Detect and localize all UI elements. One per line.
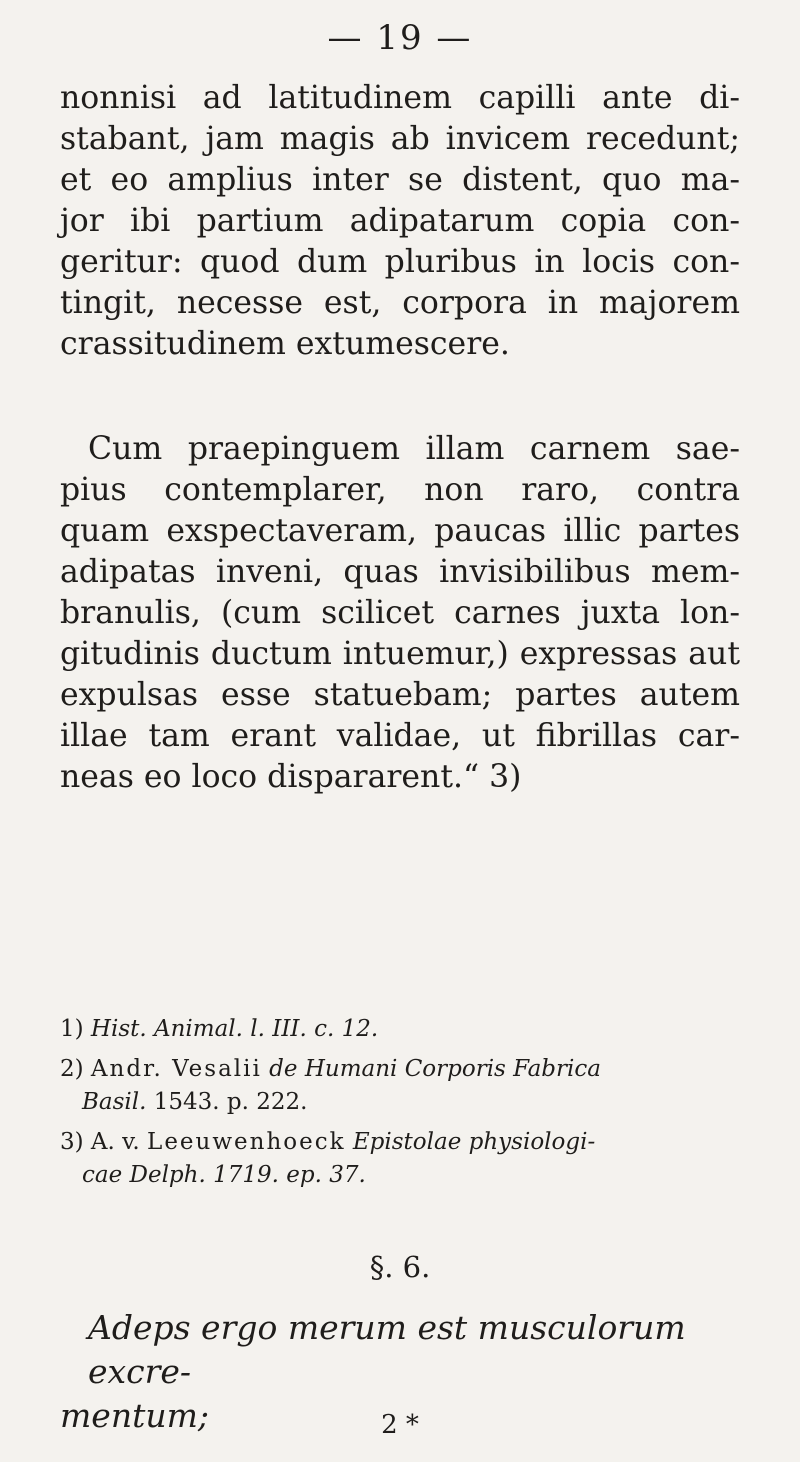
text-line: neas eo loco dispararent.“ 3) <box>60 759 522 795</box>
footnote-place: Basil. <box>82 1089 147 1115</box>
section-heading: §. 6. <box>369 1250 431 1284</box>
text-line: expulsas esse statuebam; partes autem <box>60 677 740 713</box>
footnote-title: de Humani Corporis Fabrica <box>269 1056 601 1082</box>
page-number: — 19 — <box>327 18 473 58</box>
text-line: branulis, (cum scilicet carnes juxta lon- <box>60 595 740 631</box>
footnote-title: Epistolae physiologi- <box>352 1129 596 1155</box>
text-line: et eo amplius inter se distent, quo ma- <box>60 162 740 198</box>
text-line: illae tam erant validae, ut fibrillas car- <box>60 718 740 754</box>
text-line: stabant, jam magis ab invicem recedunt; <box>60 121 740 157</box>
text-line: gitudinis ductum intuemur,) expressas aut <box>60 636 740 672</box>
footnote-author: Andr. Vesalii <box>90 1056 262 1082</box>
footnotes <box>60 1013 750 1199</box>
text-line: quam exspectaveram, paucas illic partes <box>60 513 740 549</box>
footnote-prefix: A. v. <box>90 1129 140 1155</box>
text-line: Adeps ergo merum est musculorum excre- <box>88 1308 686 1391</box>
text-line: adipatas inveni, quas invisibilibus mem- <box>60 554 740 590</box>
text-line: pius contemplarer, non raro, contra <box>60 472 740 508</box>
footnote-2 <box>60 1053 750 1119</box>
paragraph-1 <box>60 78 740 365</box>
text-line: Cum praepinguem illam carnem sae- <box>88 431 740 467</box>
text-line: crassitudinem extumescere. <box>60 326 510 362</box>
footnote-marker: 1) <box>60 1016 84 1042</box>
footnote-title-continued: cae Delph. <box>82 1162 206 1188</box>
footnote-marker: 2) <box>60 1056 84 1082</box>
text-line: geritur: quod dum pluribus in locis con- <box>60 244 740 280</box>
footnote-author: Leeuwenhoeck <box>147 1129 346 1155</box>
text-line: nonnisi ad latitudinem capilli ante di- <box>60 80 740 116</box>
text-line: mentum; <box>60 1396 209 1435</box>
footnote-details: 1543. p. 222. <box>153 1089 308 1115</box>
footnote-details: 1719. ep. 37. <box>213 1162 366 1188</box>
footnote-3 <box>60 1126 750 1192</box>
footnote-1 <box>60 1013 750 1046</box>
signature-mark: 2 * <box>381 1410 419 1440</box>
text-line: jor ibi partium adipatarum copia con- <box>60 203 740 239</box>
paragraph-2 <box>60 429 740 798</box>
text-line: tingit, necesse est, corpora in majorem <box>60 285 740 321</box>
footnote-citation: Hist. Animal. l. III. c. 12. <box>90 1016 379 1042</box>
footnote-marker: 3) <box>60 1129 84 1155</box>
